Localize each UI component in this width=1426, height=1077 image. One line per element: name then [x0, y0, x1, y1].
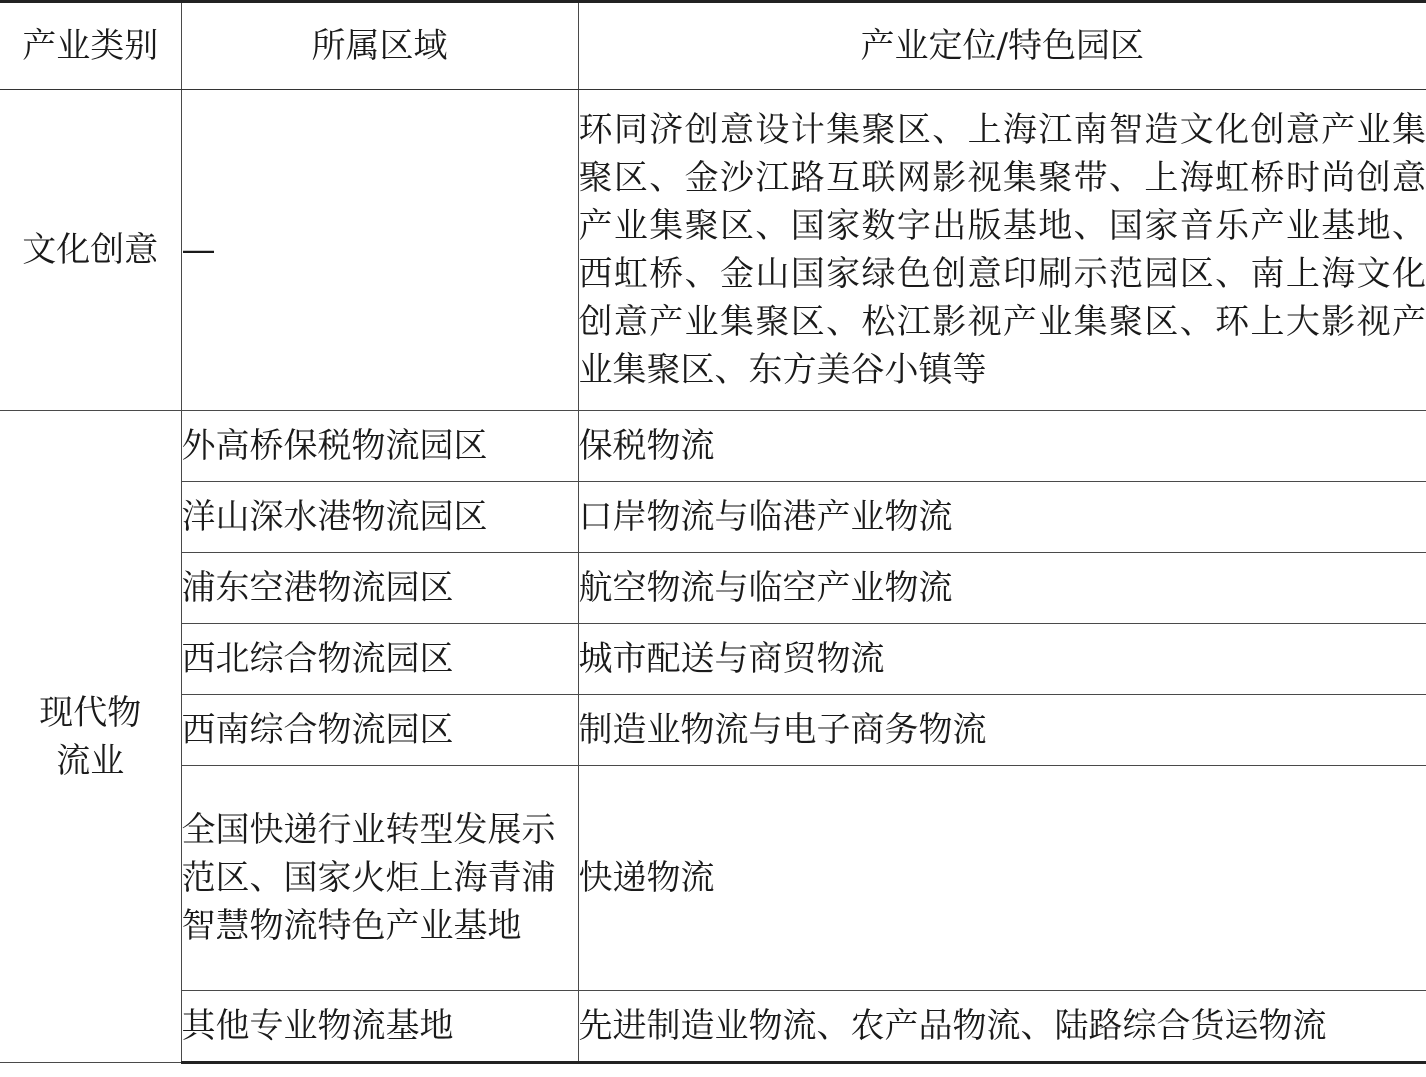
category-cell: 文化创意 [0, 90, 181, 411]
region-cell: 浦东空港物流园区 [181, 553, 578, 624]
position-cell: 保税物流 [578, 411, 1426, 482]
table-row [0, 991, 1426, 1063]
region-cell: 外高桥保税物流园区 [181, 411, 578, 482]
position-cell: 快递物流 [578, 766, 1426, 991]
position-cell: 先进制造业物流、农产品物流、陆路综合货运物流 [578, 991, 1426, 1063]
table-row [0, 90, 1426, 411]
table-row [0, 553, 1426, 624]
position-cell: 航空物流与临空产业物流 [578, 553, 1426, 624]
table-row [0, 695, 1426, 766]
header-region: 所属区域 [181, 2, 578, 90]
region-cell: 西南综合物流园区 [181, 695, 578, 766]
header-category: 产业类别 [0, 2, 181, 90]
region-cell: 洋山深水港物流园区 [181, 482, 578, 553]
header-row [0, 2, 1426, 90]
region-cell: 全国快递行业转型发展示范区、国家火炬上海青浦智慧物流特色产业基地 [181, 766, 578, 991]
header-position: 产业定位/特色园区 [578, 2, 1426, 90]
table-row [0, 766, 1426, 991]
category-cell: 现代物流业 [0, 411, 181, 1063]
position-cell: 口岸物流与临港产业物流 [578, 482, 1426, 553]
position-cell: 城市配送与商贸物流 [578, 624, 1426, 695]
region-cell: 西北综合物流园区 [181, 624, 578, 695]
position-cell: 制造业物流与电子商务物流 [578, 695, 1426, 766]
region-cell: — [181, 90, 578, 411]
table-row [0, 411, 1426, 482]
table-row [0, 624, 1426, 695]
region-cell: 其他专业物流基地 [181, 991, 578, 1063]
position-cell: 环同济创意设计集聚区、上海江南智造文化创意产业集聚区、金沙江路互联网影视集聚带、上海虹桥时尚创意产业集聚区、国家数字出版基地、国家音乐产业基地、西虹桥、金山国家绿色创意印刷示范园区、南上海文化创意产业集聚区、松江影视产业集聚区、环上大影视产业集聚区、东方美谷小镇等 [578, 90, 1426, 411]
table-row [0, 482, 1426, 553]
